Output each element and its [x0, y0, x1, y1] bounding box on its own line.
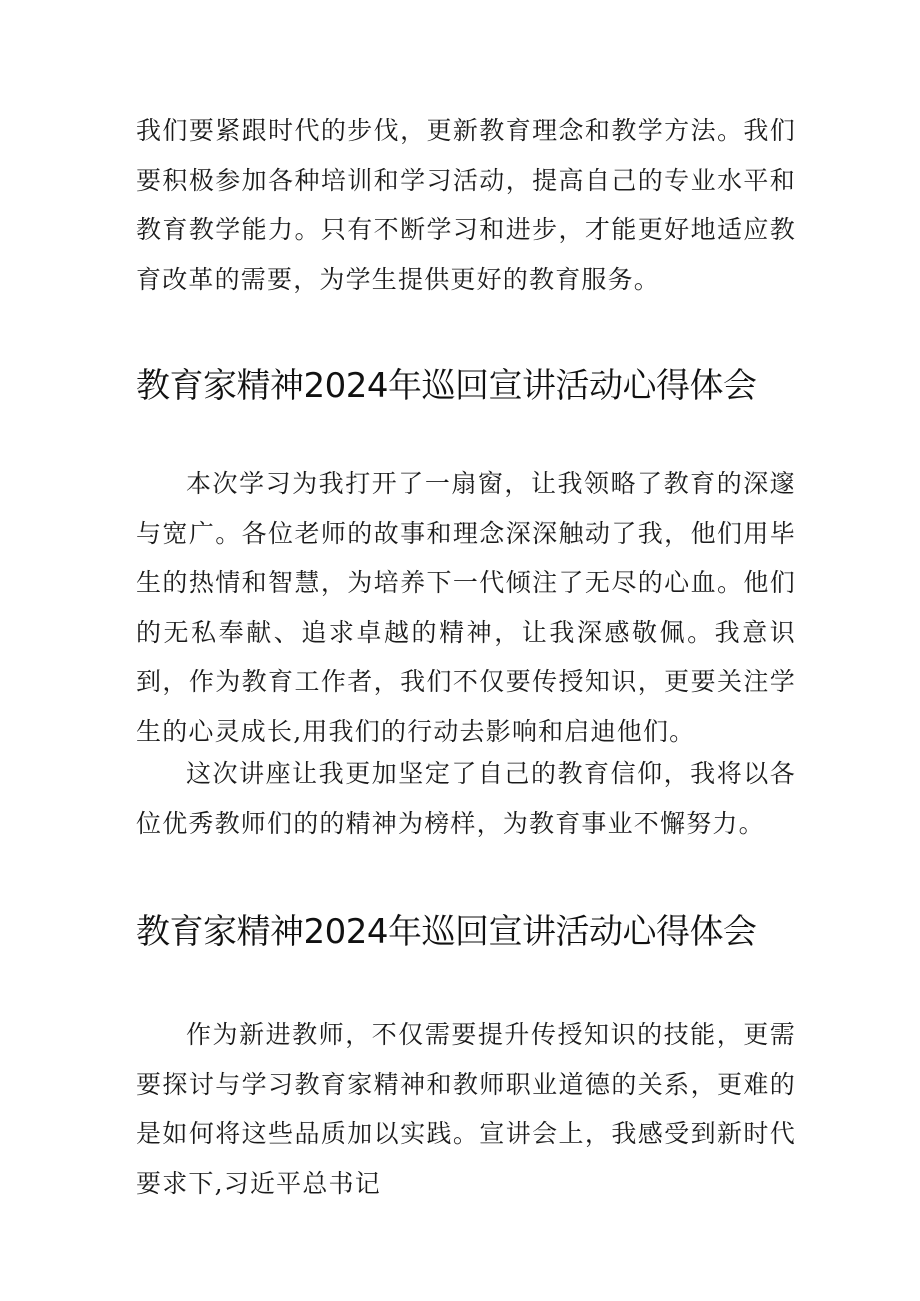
body-paragraph: 这次讲座让我更加坚定了自己的教育信仰，我将以各位优秀教师们的的精神为榜样，为教育事业不懈努力。 — [136, 759, 796, 838]
body-paragraph: 我们要紧跟时代的步伐，更新教育理念和教学方法。我们要积极参加各种培训和学习活动，提高自己的专业水平和教育教学能力。只有不断学习和进步，才能更好地适应教育改革的需要，为学生提供更好的教育服务。 — [136, 116, 796, 294]
document-page — [136, 0, 796, 1301]
body-paragraph: 本次学习为我打开了一扇窗，让我领略了教育的深邃与宽广。各位老师的故事和理念深深触动了我，他们用毕生的热情和智慧，为培养下一代倾注了无尽的心血。他们的无私奉献、追求卓越的精神，让我深感敬佩。我意识到，作为教育工作者，我们不仅要传授知识，更要关注学生的心灵成长,用我们的行动去影响和启迪他们。 — [136, 469, 796, 746]
section-heading: 教育家精神2024年巡回宣讲活动心得体会 — [136, 912, 757, 952]
section-heading: 教育家精神2024年巡回宣讲活动心得体会 — [136, 366, 757, 406]
body-paragraph: 作为新进教师，不仅需要提升传授知识的技能，更需要探讨与学习教育家精神和教师职业道德的关系，更难的是如何将这些品质加以实践。宣讲会上，我感受到新时代要求下,习近平总书记 — [136, 1020, 796, 1198]
